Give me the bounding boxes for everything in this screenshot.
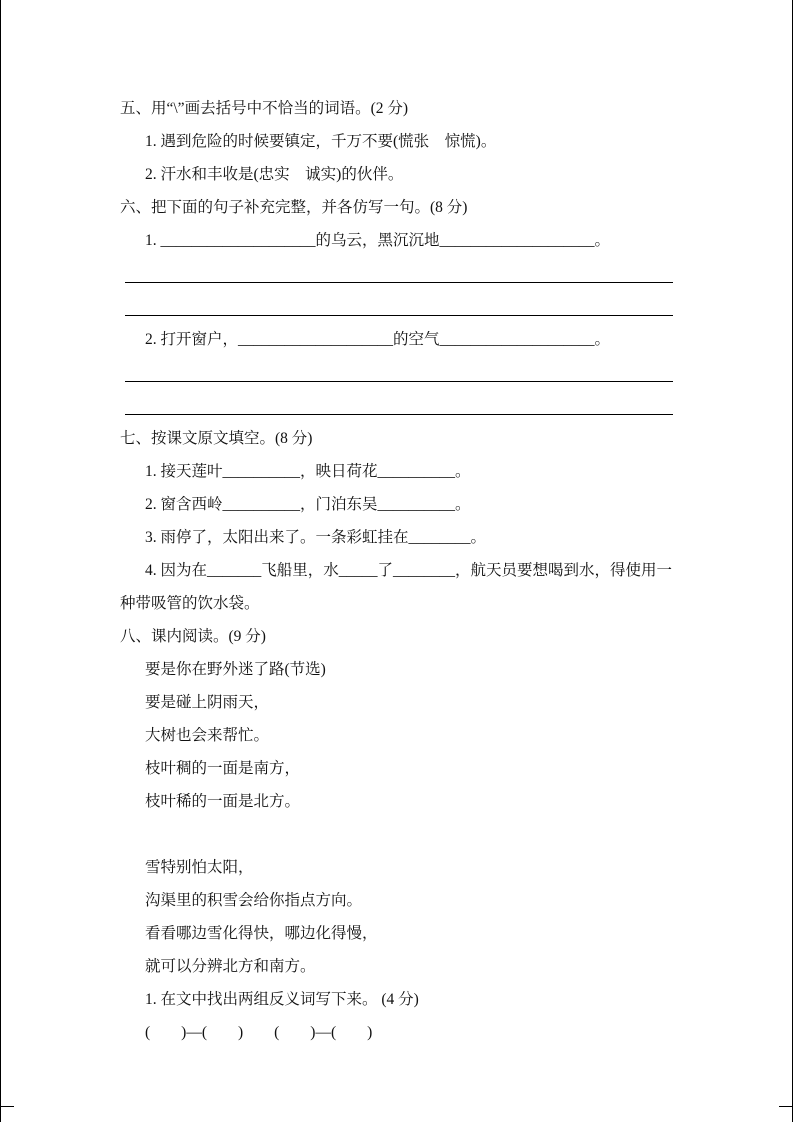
text-line: 枝叶稀的一面是北方。 xyxy=(145,793,301,810)
text-line: 1. ____________________的乌云，黑沉沉地____________________。 xyxy=(145,232,611,249)
answer-rule-row xyxy=(120,290,720,323)
page-border-bottom-left-stub xyxy=(0,1106,14,1107)
answer-rule-row xyxy=(120,389,720,422)
stanza-gap xyxy=(120,818,720,851)
answer-rule xyxy=(125,282,673,283)
text-line: 2. 窗含西岭__________，门泊东吴__________。 xyxy=(145,496,471,513)
answer-rule-row xyxy=(120,356,720,389)
answer-rule xyxy=(125,315,673,316)
text-line: 就可以分辨北方和南方。 xyxy=(145,958,316,975)
text-line: 大树也会来帮忙。 xyxy=(145,727,270,744)
document-body xyxy=(120,92,720,1049)
text-line: 种带吸管的饮水袋。 xyxy=(120,595,260,612)
page-border-bottom-right-stub xyxy=(779,1106,793,1107)
page-border-left xyxy=(0,0,1,1122)
text-line: 1. 在文中找出两组反义词写下来。 (4 分) xyxy=(145,991,419,1008)
text-line: 雪特别怕太阳， xyxy=(145,859,254,876)
answer-rule xyxy=(125,414,673,415)
text-line: 枝叶稠的一面是南方， xyxy=(145,760,301,777)
section-heading: 八、课内阅读。(9 分) xyxy=(120,628,266,645)
text-line: 4. 因为在_______飞船里，水_____了________，航天员要想喝到水，得使用一 xyxy=(145,562,673,579)
text-line: 3. 雨停了，太阳出来了。一条彩虹挂在________。 xyxy=(145,529,487,546)
section-heading: 七、按课文原文填空。(8 分) xyxy=(120,430,313,447)
text-line: 1. 接天莲叶__________，映日荷花__________。 xyxy=(145,463,471,480)
text-line: 2. 汗水和丰收是(忠实 诚实)的伙伴。 xyxy=(145,166,404,183)
text-line: 要是你在野外迷了路(节选) xyxy=(145,661,326,678)
answer-rule-row xyxy=(120,257,720,290)
text-line: 要是碰上阴雨天， xyxy=(145,694,270,711)
answer-rule xyxy=(125,381,673,382)
text-line: ( )—( ) ( )—( ) xyxy=(145,1024,373,1041)
text-line: 看看哪边雪化得快，哪边化得慢， xyxy=(145,925,378,942)
section-heading: 五、用“\”画去括号中不恰当的词语。(2 分) xyxy=(120,100,409,117)
text-line: 1. 遇到危险的时候要镇定，千万不要(慌张 惊慌)。 xyxy=(145,133,497,150)
text-line: 沟渠里的积雪会给你指点方向。 xyxy=(145,892,363,909)
section-heading: 六、把下面的句子补充完整，并各仿写一句。(8 分) xyxy=(120,199,468,216)
text-line: 2. 打开窗户，____________________的空气____________________。 xyxy=(145,331,611,348)
